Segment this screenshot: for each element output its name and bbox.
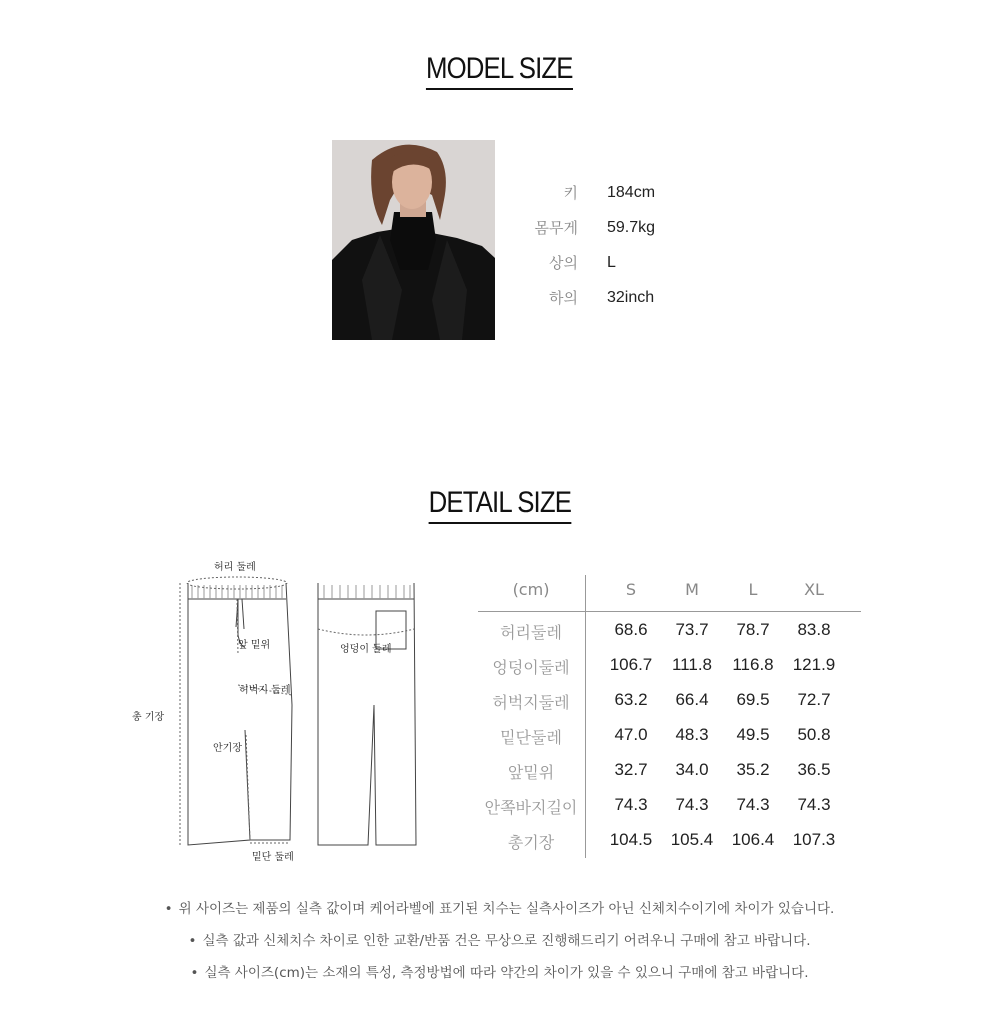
row-label: 밑단둘레 (500, 728, 562, 747)
unit-label: (cm) (512, 580, 550, 599)
table-cell: 104.5 (609, 830, 653, 849)
table-cell: 73.7 (675, 620, 709, 639)
note-line (0, 897, 999, 917)
table-cell: 68.6 (614, 620, 648, 639)
table-cell: 105.4 (670, 830, 714, 849)
table-cell: 83.8 (797, 620, 831, 639)
table-cell: 32.7 (614, 760, 648, 779)
diagram-label-total-length: 총 기장 (132, 712, 165, 723)
row-label: 총기장 (507, 833, 555, 852)
note-line (0, 961, 999, 981)
spec-label: 키 (563, 184, 578, 202)
spec-value: 184cm (607, 184, 656, 201)
row-label: 엉덩이둘레 (492, 658, 570, 677)
table-cell: 50.8 (797, 725, 831, 744)
diagram-label-waist: 허리 둘레 (214, 562, 256, 573)
table-cell: 69.5 (736, 690, 770, 709)
table-cell: 72.7 (797, 690, 831, 709)
spec-label: 하의 (549, 289, 578, 307)
model-size-title: MODEL SIZE (426, 52, 573, 90)
table-cell: 74.3 (736, 795, 770, 814)
table-cell: 74.3 (797, 795, 831, 814)
row-label: 허리둘레 (500, 623, 562, 642)
table-cell: 107.3 (792, 830, 836, 849)
size-header-xl: XL (804, 580, 824, 599)
spec-value: L (607, 254, 616, 271)
table-cell: 49.5 (736, 725, 770, 744)
diagram-label-hem: 밑단 둘레 (252, 852, 294, 863)
table-cell: 111.8 (671, 655, 713, 674)
row-label: 앞밑위 (507, 763, 555, 782)
diagram-label-front-rise: 앞 밑위 (238, 640, 271, 651)
table-cell: 48.3 (675, 725, 709, 744)
table-cell: 35.2 (736, 760, 770, 779)
row-label: 안쪽바지길이 (484, 798, 578, 817)
note-text: 실측 사이즈(cm)는 소재의 특성, 측정방법에 따라 약간의 차이가 있을 수 있으니 구매에 참고 바랍니다. (204, 965, 809, 981)
spec-label: 몸무게 (534, 219, 578, 237)
size-header-s: S (625, 580, 637, 599)
spec-value: 59.7kg (607, 219, 656, 236)
detail-size-title: DETAIL SIZE (428, 486, 571, 524)
spec-value: 32inch (607, 289, 655, 306)
table-cell: 36.5 (797, 760, 831, 779)
table-cell: 66.4 (675, 690, 709, 709)
spec-label: 상의 (549, 254, 578, 272)
bullet-dot-icon: • (190, 965, 199, 981)
detail-size-heading (0, 486, 999, 524)
table-cell: 78.7 (736, 620, 770, 639)
row-label: 허벅지둘레 (492, 693, 570, 712)
diagram-label-thigh: 허벅지 둘레 (239, 685, 291, 696)
bullet-dot-icon: • (188, 933, 197, 949)
model-size-heading (0, 52, 999, 90)
size-table-divider (585, 575, 586, 858)
diagram-label-inseam: 안기장 (213, 743, 242, 754)
note-line (0, 929, 999, 949)
note-text: 위 사이즈는 제품의 실측 값이며 케어라벨에 표기된 치수는 실측사이즈가 아닌 신체치수이기에 차이가 있습니다. (178, 901, 835, 917)
table-cell: 106.4 (731, 830, 775, 849)
size-header-m: M (685, 580, 699, 599)
table-cell: 63.2 (614, 690, 648, 709)
diagram-label-hip: 엉덩이 둘레 (340, 644, 392, 655)
model-photo (332, 140, 495, 340)
table-cell: 74.3 (675, 795, 709, 814)
table-cell: 34.0 (675, 760, 709, 779)
bullet-dot-icon: • (164, 901, 173, 917)
table-cell: 74.3 (614, 795, 648, 814)
table-cell: 121.9 (792, 655, 836, 674)
size-header-l: L (748, 580, 758, 599)
note-text: 실측 값과 신체치수 차이로 인한 교환/반품 건은 무상으로 진행해드리기 어려우니 구매에 참고 바랍니다. (202, 933, 811, 949)
pants-measurement-diagram (120, 555, 440, 865)
table-cell: 116.8 (732, 655, 774, 674)
table-cell: 47.0 (614, 725, 648, 744)
table-cell: 106.7 (609, 655, 653, 674)
